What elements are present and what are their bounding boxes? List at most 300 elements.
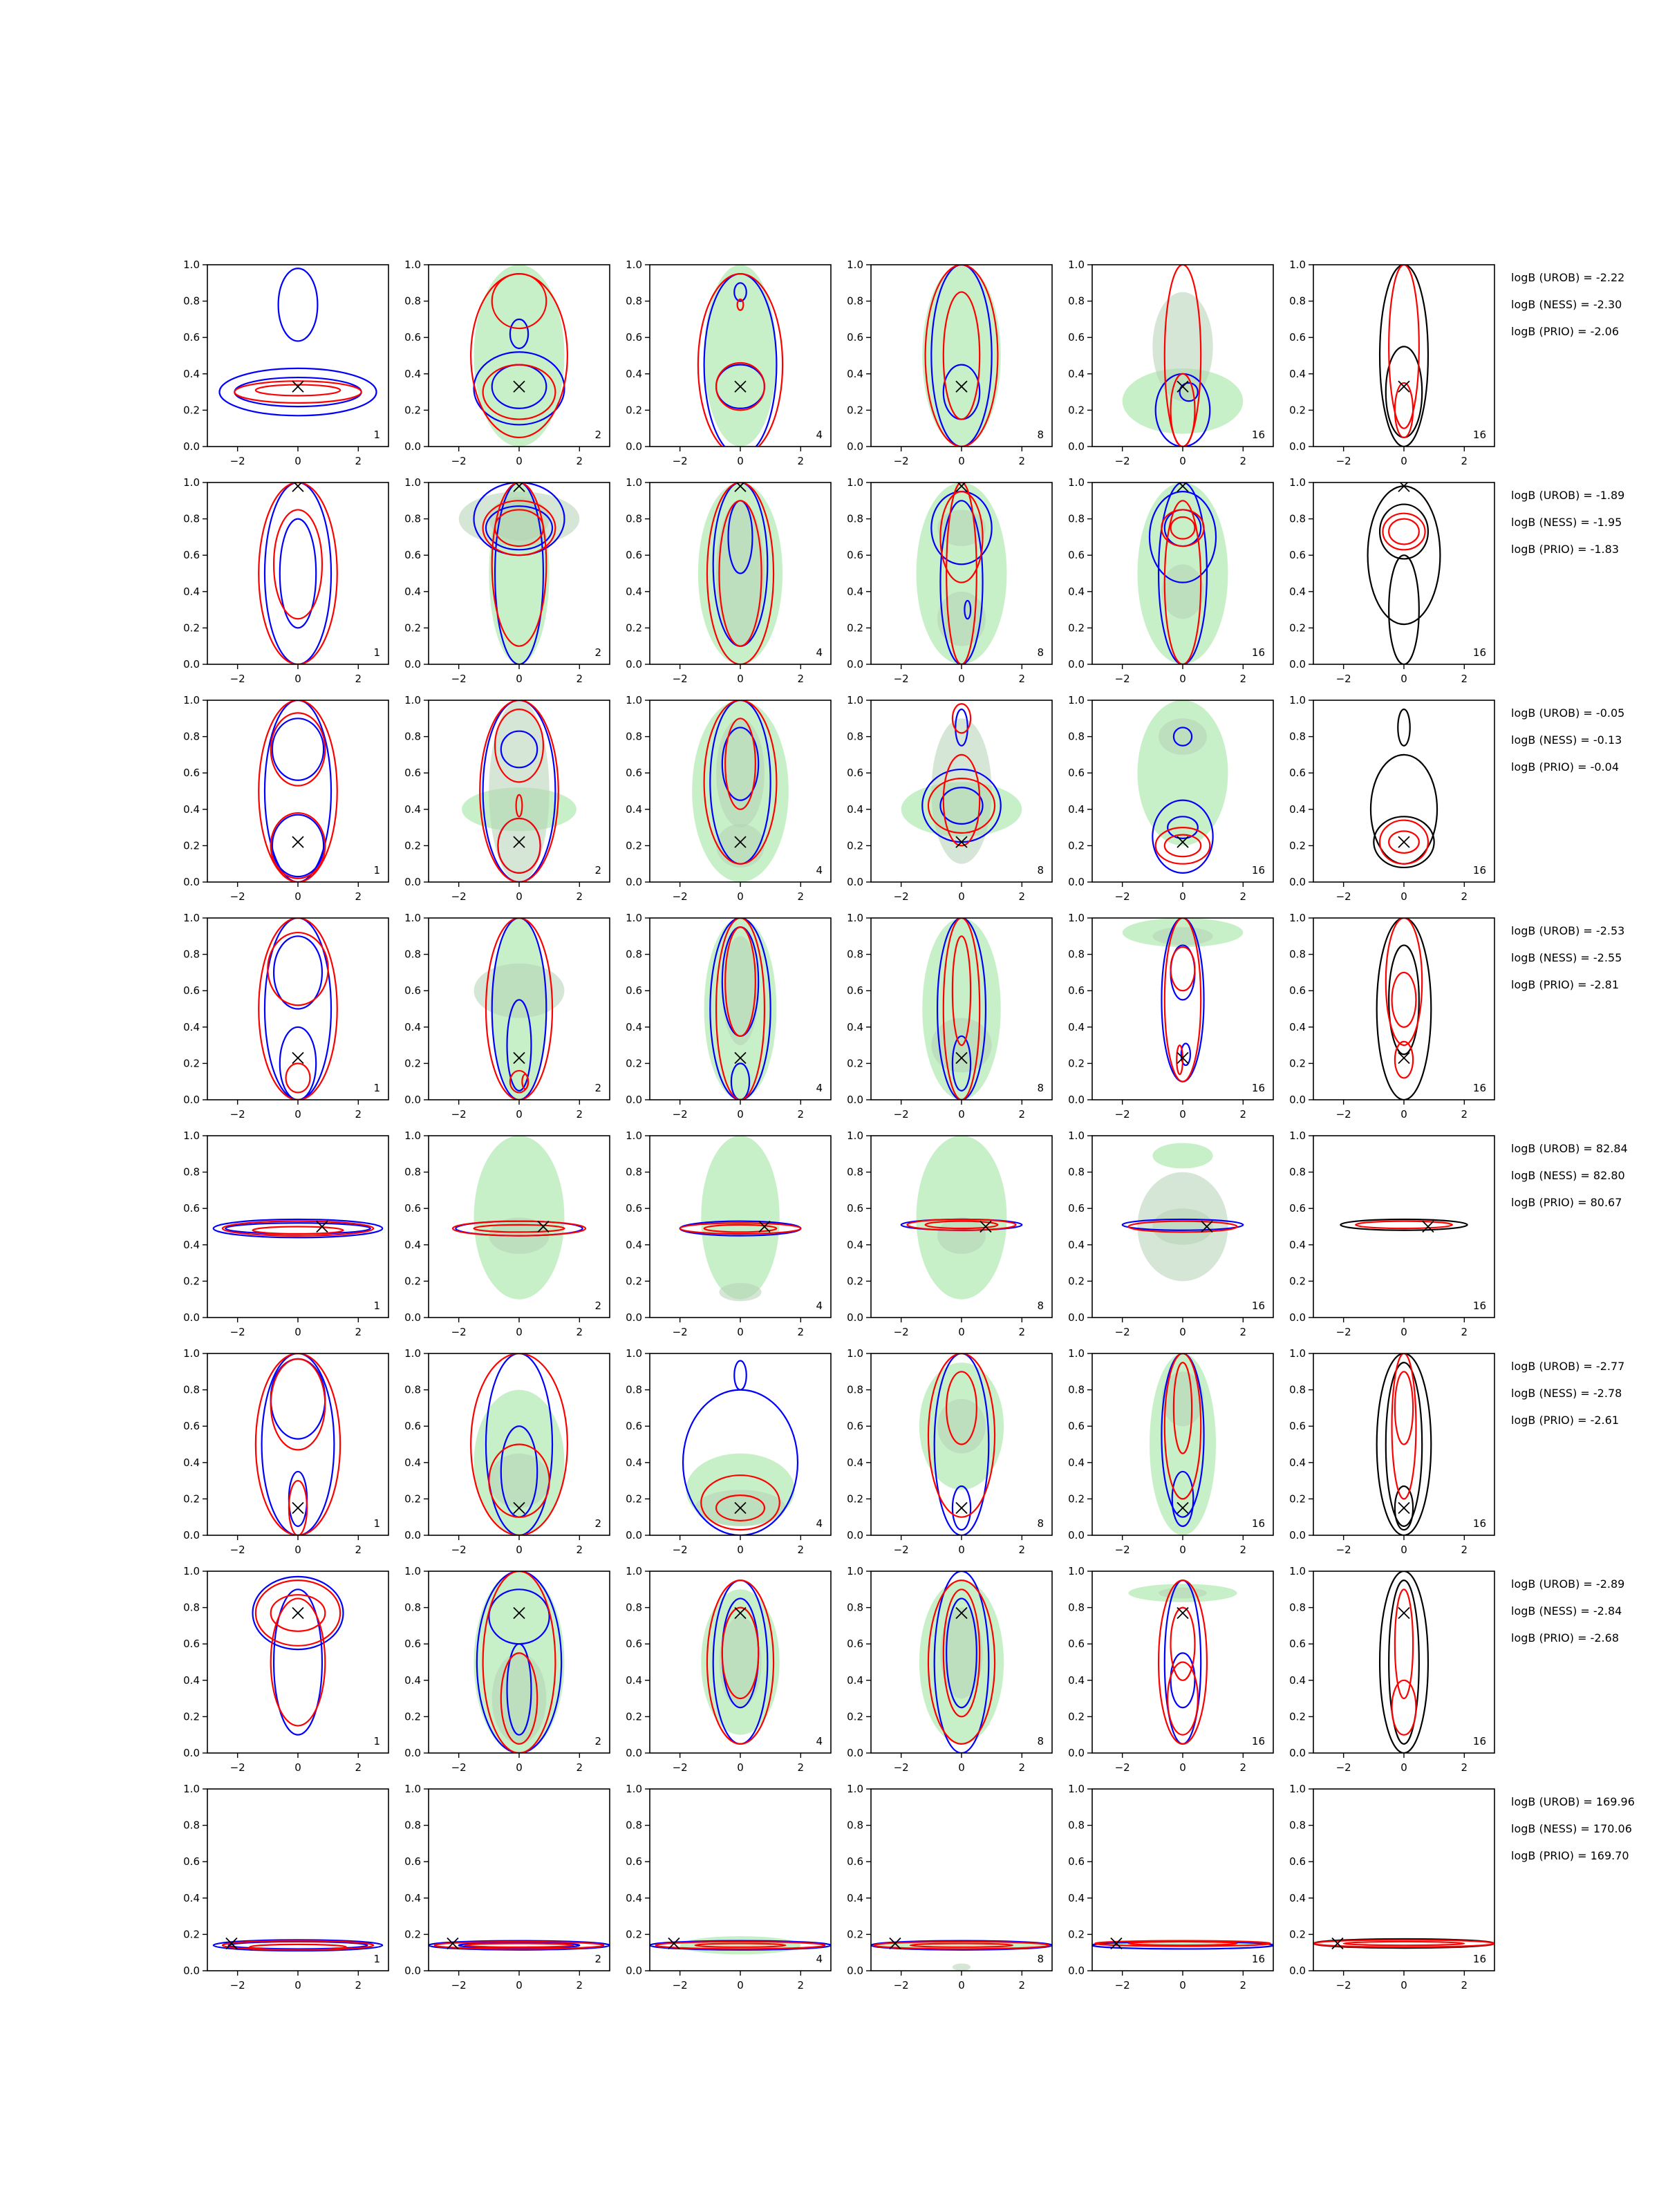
y-tick-label: 0.4 (1068, 367, 1085, 380)
plot-area (698, 480, 782, 664)
logB-annotation: logB (UROB) = -1.89 (1511, 489, 1625, 502)
panel-r6-c4 (847, 1347, 1052, 1556)
panel-label: 2 (594, 1953, 601, 1965)
panel-label: 4 (816, 1300, 823, 1312)
y-tick-label: 0.0 (404, 658, 421, 671)
y-tick-label: 0.2 (1068, 1492, 1085, 1506)
y-tick-label: 0.4 (847, 585, 863, 598)
x-tick-label: 2 (1461, 673, 1468, 685)
panel-label: 16 (1472, 864, 1486, 877)
blue-contour (214, 1219, 383, 1237)
y-tick-label: 0.0 (404, 1965, 421, 1977)
panel-r8-c5 (1068, 1783, 1273, 1991)
y-tick-label: 0.4 (626, 1456, 642, 1469)
y-tick-label: 0.8 (404, 730, 421, 743)
panel-label: 16 (1251, 1300, 1265, 1312)
y-tick-label: 0.2 (847, 1710, 863, 1723)
y-tick-label: 1.0 (626, 259, 642, 271)
red-contour (1168, 1662, 1198, 1735)
plot-area (650, 1936, 831, 1954)
y-tick-label: 0.6 (847, 331, 863, 344)
y-tick-label: 0.4 (404, 585, 421, 598)
y-tick-label: 0.8 (1289, 512, 1306, 525)
plot-area (919, 1571, 1004, 1753)
y-tick-label: 0.0 (183, 1965, 200, 1977)
y-tick-label: 0.4 (183, 367, 200, 380)
red-contour (1386, 918, 1422, 1045)
y-tick-label: 0.2 (847, 839, 863, 852)
plot-area (922, 265, 1001, 447)
y-tick-label: 0.6 (404, 331, 421, 344)
panel-r3-c5 (1068, 694, 1273, 903)
panel-r5-c6 (1289, 1130, 1494, 1338)
y-tick-label: 1.0 (847, 1783, 863, 1795)
y-tick-label: 0.6 (1068, 1420, 1085, 1433)
plot-area (683, 1361, 798, 1535)
axes-frame (207, 265, 388, 447)
y-tick-label: 0.2 (847, 1057, 863, 1070)
y-tick-label: 0.6 (847, 1202, 863, 1215)
y-tick-label: 0.4 (626, 1020, 642, 1033)
density-fill (719, 1283, 761, 1301)
y-tick-label: 0.8 (183, 1165, 200, 1179)
y-tick-label: 0.8 (1068, 294, 1085, 308)
x-tick-label: 2 (1239, 1108, 1247, 1121)
panel-label: 2 (594, 1517, 601, 1530)
y-tick-label: 0.6 (183, 1420, 200, 1433)
y-tick-label: 0.8 (626, 512, 642, 525)
density-fill (1152, 927, 1212, 945)
plot-area (917, 480, 1007, 664)
y-tick-label: 0.6 (183, 767, 200, 780)
x-tick-label: 0 (1179, 1761, 1186, 1774)
x-tick-label: −2 (229, 1761, 245, 1774)
x-tick-label: 2 (797, 1761, 805, 1774)
y-tick-label: 0.0 (1068, 1311, 1085, 1324)
y-tick-label: 0.6 (626, 1202, 642, 1215)
y-tick-label: 0.6 (626, 1420, 642, 1433)
x-tick-label: 2 (355, 673, 362, 685)
y-tick-label: 0.2 (626, 839, 642, 852)
y-tick-label: 1.0 (404, 259, 421, 271)
y-tick-label: 0.2 (404, 1057, 421, 1070)
blue-contour (274, 936, 322, 1009)
x-tick-label: −2 (451, 1108, 467, 1121)
y-tick-label: 1.0 (1289, 694, 1306, 706)
y-tick-label: 0.4 (404, 1456, 421, 1469)
y-tick-label: 0.2 (626, 1710, 642, 1723)
panel-r5-c2 (404, 1130, 610, 1338)
x-tick-label: −2 (1335, 1544, 1351, 1556)
blue-contour (289, 1472, 307, 1526)
panel-r4-c3 (626, 912, 831, 1121)
panel-r8-c1 (183, 1783, 388, 1991)
x-tick-label: 2 (1018, 673, 1026, 685)
y-tick-label: 0.2 (404, 1710, 421, 1723)
y-tick-label: 0.6 (626, 984, 642, 997)
plot-area (1138, 480, 1228, 664)
y-tick-label: 0.0 (404, 1529, 421, 1541)
y-tick-label: 0.0 (1068, 658, 1085, 671)
panel-label: 2 (594, 646, 601, 659)
y-tick-label: 0.4 (626, 585, 642, 598)
x-tick-label: −2 (893, 1979, 909, 1991)
red-contour (286, 1063, 310, 1092)
y-tick-label: 0.2 (404, 1492, 421, 1506)
blue-contour (279, 268, 318, 341)
truth-marker (1398, 1503, 1409, 1514)
y-tick-label: 0.6 (847, 549, 863, 562)
panel-r1-c4 (847, 259, 1052, 467)
x-tick-label: 2 (355, 890, 362, 903)
x-tick-label: 0 (1179, 1544, 1186, 1556)
x-tick-label: −2 (1335, 1108, 1351, 1121)
panel-label: 8 (1037, 1300, 1044, 1312)
y-tick-label: 0.2 (1068, 1057, 1085, 1070)
y-tick-label: 0.8 (404, 1165, 421, 1179)
x-tick-label: 0 (958, 1108, 965, 1121)
panel-label: 16 (1472, 1735, 1486, 1747)
x-tick-label: 0 (294, 1108, 301, 1121)
y-tick-label: 0.0 (847, 658, 863, 671)
y-tick-label: 0.8 (183, 948, 200, 961)
plot-area (471, 1353, 568, 1535)
panel-label: 16 (1251, 864, 1265, 877)
x-tick-label: 2 (1239, 890, 1247, 903)
y-tick-label: 1.0 (847, 259, 863, 271)
plot-area (1377, 918, 1432, 1100)
x-tick-label: −2 (672, 1326, 688, 1338)
plot-area (692, 700, 789, 882)
x-tick-label: 0 (294, 1979, 301, 1991)
red-contour (271, 1359, 326, 1450)
y-tick-label: 0.0 (1289, 876, 1306, 888)
logB-annotation: logB (NESS) = -2.30 (1511, 298, 1622, 311)
y-tick-label: 0.4 (404, 367, 421, 380)
y-tick-label: 0.4 (1068, 803, 1085, 816)
y-tick-label: 0.6 (183, 984, 200, 997)
plot-area (259, 918, 337, 1100)
y-tick-label: 1.0 (1068, 1347, 1085, 1360)
y-tick-label: 1.0 (626, 476, 642, 489)
y-tick-label: 1.0 (404, 1565, 421, 1577)
y-tick-label: 0.4 (183, 1674, 200, 1687)
x-tick-label: 2 (1239, 1761, 1247, 1774)
panel-r5-c3 (626, 1130, 831, 1338)
x-tick-label: 2 (576, 890, 583, 903)
y-tick-label: 0.0 (626, 1747, 642, 1759)
logB-annotation: logB (UROB) = 82.84 (1511, 1142, 1628, 1155)
truth-marker (1332, 1938, 1343, 1949)
plot-area (701, 1580, 780, 1744)
x-tick-label: 2 (355, 455, 362, 467)
panel-r7-c6 (1289, 1565, 1494, 1774)
panel-label: 2 (594, 429, 601, 441)
y-tick-label: 0.4 (626, 1674, 642, 1687)
y-tick-label: 0.6 (1289, 549, 1306, 562)
panel-label: 16 (1251, 646, 1265, 659)
y-tick-label: 0.4 (1289, 803, 1306, 816)
x-tick-label: 2 (797, 890, 805, 903)
y-tick-label: 0.4 (626, 1891, 642, 1904)
plot-area (253, 1577, 344, 1735)
logB-annotation: logB (UROB) = -2.89 (1511, 1577, 1625, 1591)
truth-marker (292, 1053, 303, 1064)
density-fill (489, 1454, 549, 1508)
logB-annotation: logB (NESS) = -1.95 (1511, 516, 1622, 529)
y-tick-label: 0.2 (1289, 1492, 1306, 1506)
x-tick-label: 0 (516, 1979, 523, 1991)
x-tick-label: 2 (1461, 1544, 1468, 1556)
panel-r8-c3 (626, 1783, 831, 1991)
y-tick-label: 0.8 (1289, 1601, 1306, 1614)
x-tick-label: 0 (737, 1761, 744, 1774)
x-tick-label: −2 (1114, 1108, 1130, 1121)
plot-area (919, 1353, 1004, 1535)
y-tick-label: 0.6 (1289, 1202, 1306, 1215)
x-tick-label: 0 (516, 673, 523, 685)
plot-area (471, 265, 568, 447)
x-tick-label: −2 (451, 673, 467, 685)
y-tick-label: 0.4 (847, 1456, 863, 1469)
plot-area (453, 1136, 585, 1300)
logB-annotation: logB (UROB) = -0.05 (1511, 706, 1625, 720)
y-tick-label: 0.0 (1289, 1965, 1306, 1977)
y-tick-label: 0.0 (404, 1747, 421, 1759)
y-tick-label: 0.4 (1068, 585, 1085, 598)
y-tick-label: 0.8 (1289, 948, 1306, 961)
panel-label: 4 (816, 864, 823, 877)
density-fill (1152, 1208, 1212, 1245)
plot-area (474, 1571, 565, 1753)
y-tick-label: 0.6 (1289, 767, 1306, 780)
x-tick-label: −2 (893, 890, 909, 903)
x-tick-label: 0 (516, 1761, 523, 1774)
y-tick-label: 0.8 (1289, 1819, 1306, 1832)
y-tick-label: 0.2 (1068, 404, 1085, 417)
y-tick-label: 0.0 (404, 440, 421, 453)
x-tick-label: 0 (737, 1326, 744, 1338)
x-tick-label: −2 (1335, 1326, 1351, 1338)
x-tick-label: 2 (355, 1979, 362, 1991)
y-tick-label: 0.2 (847, 1928, 863, 1941)
y-tick-label: 0.0 (626, 658, 642, 671)
panel-label: 8 (1037, 1082, 1044, 1094)
density-fill (1159, 718, 1207, 755)
plot-area (704, 918, 777, 1100)
red-contour (268, 932, 328, 1005)
x-tick-label: −2 (229, 1979, 245, 1991)
y-tick-label: 0.2 (1289, 1057, 1306, 1070)
y-tick-label: 0.6 (847, 1420, 863, 1433)
y-tick-label: 1.0 (183, 694, 200, 706)
y-tick-label: 0.2 (183, 1492, 200, 1506)
y-tick-label: 0.2 (847, 1492, 863, 1506)
y-tick-label: 0.4 (1289, 1238, 1306, 1251)
panel-label: 4 (816, 1517, 823, 1530)
y-tick-label: 0.8 (1068, 1383, 1085, 1396)
plot-area (1092, 1938, 1273, 1949)
panel-r6-c6 (1289, 1347, 1494, 1556)
y-tick-label: 0.4 (183, 803, 200, 816)
y-tick-label: 0.0 (847, 1965, 863, 1977)
x-tick-label: 2 (1461, 1761, 1468, 1774)
plot-area (922, 918, 1001, 1100)
panel-r4-c5 (1068, 912, 1273, 1121)
red-contour (274, 509, 322, 619)
x-tick-label: 2 (1461, 455, 1468, 467)
panel-label: 2 (594, 1735, 601, 1747)
y-tick-label: 0.6 (847, 1638, 863, 1651)
x-tick-label: 0 (737, 673, 744, 685)
x-tick-label: −2 (1114, 890, 1130, 903)
y-tick-label: 0.4 (404, 1020, 421, 1033)
y-tick-label: 0.4 (1068, 1456, 1085, 1469)
y-tick-label: 0.0 (183, 1747, 200, 1759)
plot-area (680, 1136, 801, 1301)
axes-frame (1313, 482, 1494, 664)
y-tick-label: 0.2 (404, 1928, 421, 1941)
panel-r5-c4 (847, 1130, 1052, 1338)
red-contour (1392, 1680, 1416, 1735)
x-tick-label: 0 (737, 1979, 744, 1991)
y-tick-label: 0.8 (404, 1601, 421, 1614)
panel-label: 16 (1472, 429, 1486, 441)
axes-frame (1313, 1789, 1494, 1971)
y-tick-label: 0.4 (847, 803, 863, 816)
axes-frame (1313, 1571, 1494, 1753)
x-tick-label: 2 (355, 1108, 362, 1121)
x-tick-label: −2 (672, 673, 688, 685)
panel-r3-c4 (847, 694, 1052, 903)
x-tick-label: −2 (229, 890, 245, 903)
y-tick-label: 0.0 (626, 876, 642, 888)
panel-label: 2 (594, 1300, 601, 1312)
density-fill (492, 1653, 547, 1744)
y-tick-label: 0.6 (847, 984, 863, 997)
x-tick-label: −2 (893, 673, 909, 685)
x-tick-label: 2 (576, 673, 583, 685)
panel-r2-c5 (1068, 476, 1273, 685)
x-tick-label: −2 (1335, 455, 1351, 467)
panel-label: 8 (1037, 1953, 1044, 1965)
y-tick-label: 0.4 (847, 1891, 863, 1904)
y-tick-label: 0.0 (1289, 1311, 1306, 1324)
y-tick-label: 0.6 (183, 1202, 200, 1215)
red-contour (1395, 383, 1413, 438)
x-tick-label: 2 (1239, 1326, 1247, 1338)
red-contour (1356, 1221, 1452, 1229)
y-tick-label: 0.8 (847, 294, 863, 308)
x-tick-label: 2 (797, 1108, 805, 1121)
x-tick-label: 0 (516, 1326, 523, 1338)
y-tick-label: 0.8 (847, 1383, 863, 1396)
x-tick-label: 2 (1018, 1108, 1026, 1121)
y-tick-label: 0.0 (183, 876, 200, 888)
y-tick-label: 0.2 (626, 621, 642, 635)
blue-contour (219, 368, 376, 415)
y-tick-label: 0.8 (1289, 1165, 1306, 1179)
red-contour (1395, 1371, 1413, 1444)
y-tick-label: 0.0 (1289, 1094, 1306, 1106)
x-tick-label: 2 (1018, 455, 1026, 467)
x-tick-label: 2 (1239, 673, 1247, 685)
y-tick-label: 0.8 (1068, 948, 1085, 961)
x-tick-label: −2 (451, 890, 467, 903)
y-tick-label: 0.4 (847, 1020, 863, 1033)
x-tick-label: 2 (576, 1979, 583, 1991)
y-tick-label: 0.6 (183, 549, 200, 562)
plot-area (1368, 480, 1441, 664)
y-tick-label: 0.4 (847, 1238, 863, 1251)
black-contour (1380, 265, 1428, 447)
x-tick-label: −2 (1114, 1544, 1130, 1556)
x-tick-label: 2 (797, 673, 805, 685)
blue-contour (272, 815, 324, 877)
red-contour (271, 813, 326, 879)
y-tick-label: 0.2 (183, 1275, 200, 1288)
y-tick-label: 0.4 (404, 1238, 421, 1251)
y-tick-label: 0.0 (1289, 1747, 1306, 1759)
red-contour (259, 700, 337, 882)
blue-contour (734, 1361, 746, 1390)
y-tick-label: 0.8 (183, 512, 200, 525)
y-tick-label: 0.6 (1289, 331, 1306, 344)
x-tick-label: 0 (516, 1544, 523, 1556)
y-tick-label: 0.0 (1068, 1094, 1085, 1106)
x-tick-label: 2 (1239, 1979, 1247, 1991)
panel-r2-c4 (847, 476, 1052, 685)
blue-contour (229, 1942, 368, 1949)
y-tick-label: 0.8 (626, 730, 642, 743)
x-tick-label: −2 (1335, 673, 1351, 685)
y-tick-label: 0.0 (404, 876, 421, 888)
x-tick-label: 2 (1461, 1326, 1468, 1338)
panel-label: 4 (816, 1953, 823, 1965)
logB-annotation: logB (NESS) = 170.06 (1511, 1822, 1632, 1835)
density-fill (474, 1136, 565, 1300)
logB-annotation: logB (PRIO) = -0.04 (1511, 760, 1619, 774)
panel-r3-c1 (183, 694, 388, 903)
panel-r2-c1 (183, 476, 388, 685)
panel-label: 8 (1037, 646, 1044, 659)
x-tick-label: 2 (576, 455, 583, 467)
density-fill (937, 509, 986, 546)
x-tick-label: −2 (672, 1979, 688, 1991)
x-tick-label: −2 (893, 1326, 909, 1338)
x-tick-label: −2 (229, 1544, 245, 1556)
y-tick-label: 0.8 (847, 1165, 863, 1179)
y-tick-label: 0.6 (404, 984, 421, 997)
x-tick-label: −2 (893, 1544, 909, 1556)
y-tick-label: 0.2 (1068, 621, 1085, 635)
x-tick-label: −2 (451, 1326, 467, 1338)
y-tick-label: 0.6 (183, 1855, 200, 1868)
panel-label: 8 (1037, 864, 1044, 877)
truth-marker (1177, 1607, 1188, 1618)
y-tick-label: 0.6 (404, 1420, 421, 1433)
y-tick-label: 0.6 (183, 331, 200, 344)
y-tick-label: 0.4 (404, 803, 421, 816)
x-tick-label: −2 (229, 455, 245, 467)
x-tick-label: 2 (1018, 1544, 1026, 1556)
y-tick-label: 0.8 (404, 1819, 421, 1832)
density-fill (917, 1136, 1007, 1300)
panel-label: 16 (1251, 1082, 1265, 1094)
panel-r6-c1 (183, 1347, 388, 1556)
plot-area (259, 700, 337, 882)
y-tick-label: 0.8 (1289, 730, 1306, 743)
